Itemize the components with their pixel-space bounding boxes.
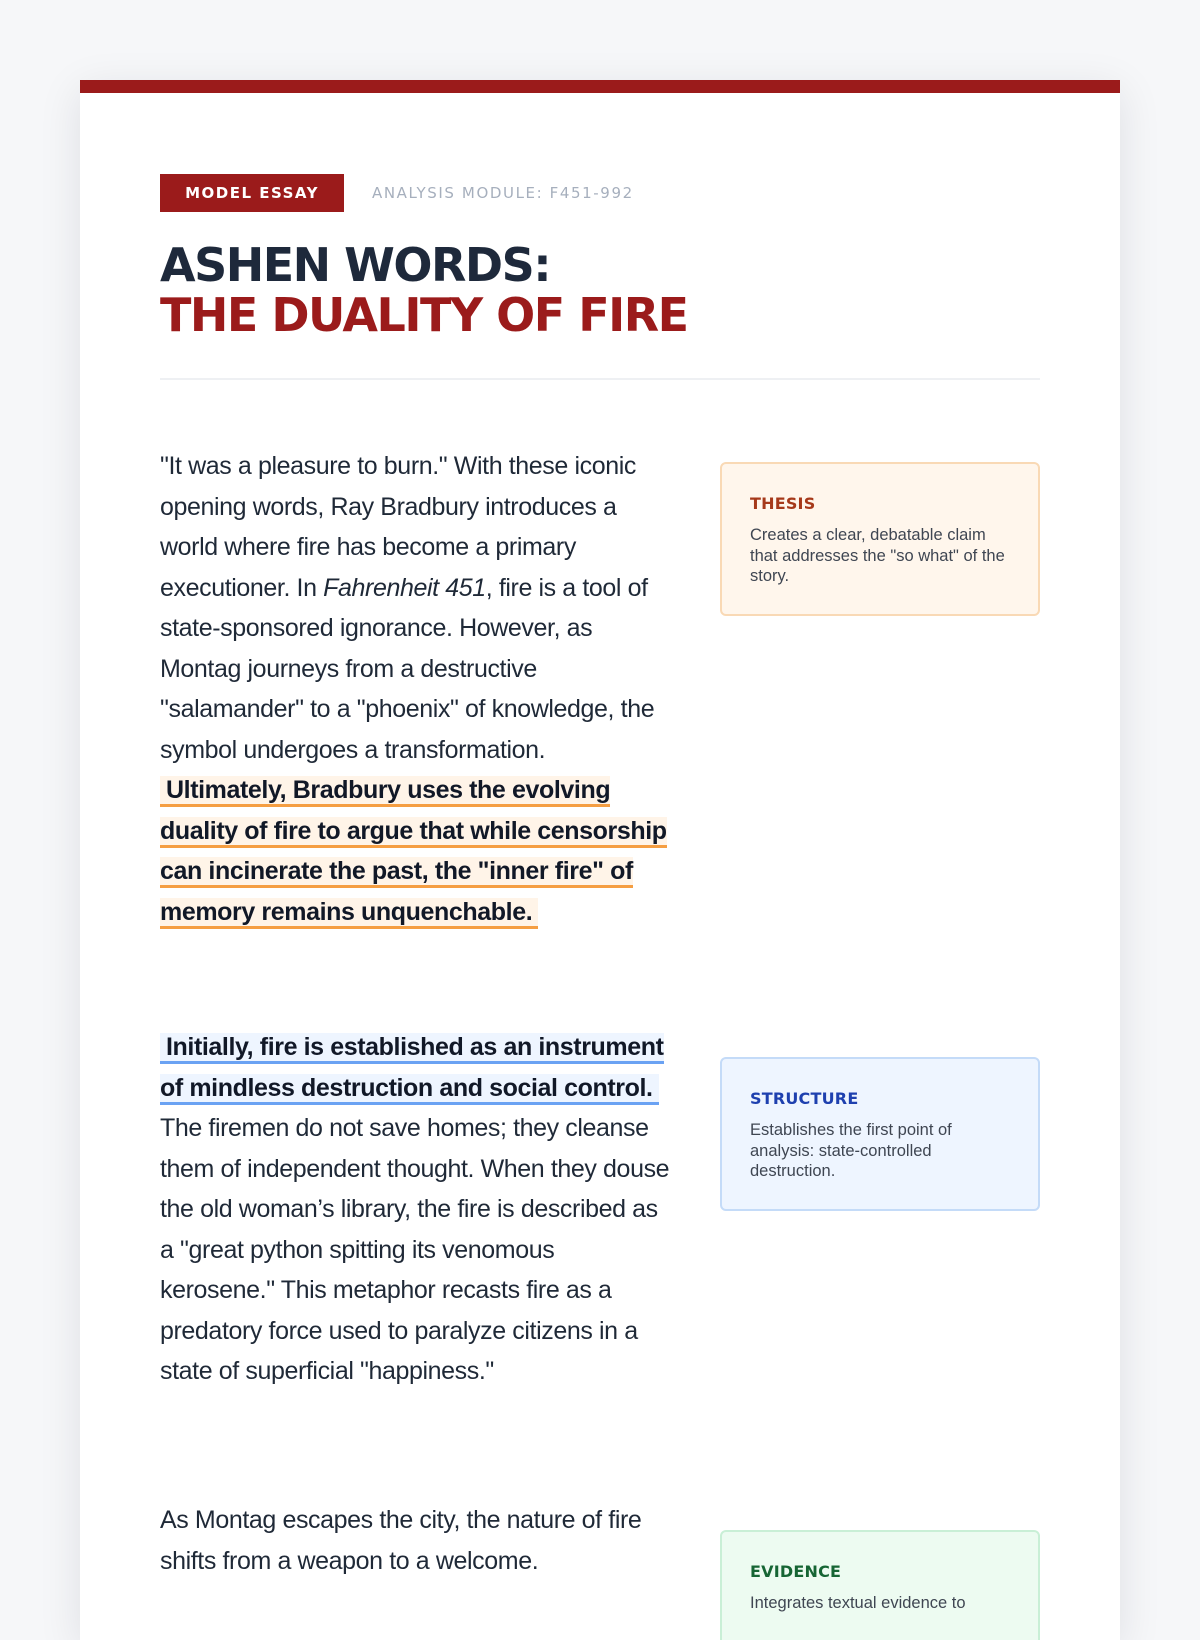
analysis-module-label: ANALYSIS MODULE: F451-992 [372, 184, 634, 202]
structure-annotation-card [720, 1057, 1040, 1211]
evidence-annotation-card [720, 1530, 1040, 1640]
essay-title [160, 240, 688, 340]
structure-annotation-title: STRUCTURE [750, 1089, 859, 1108]
evidence-annotation-title: EVIDENCE [750, 1562, 842, 1581]
thesis-annotation-title: THESIS [750, 494, 816, 513]
accent-top-bar [80, 80, 1120, 93]
evidence-annotation-body: Integrates textual evidence to [750, 1594, 966, 1612]
book-title-italic: Fahrenheit 451 [323, 573, 486, 602]
model-essay-badge: MODEL ESSAY [160, 174, 344, 212]
title-divider [160, 378, 1040, 380]
essay-title-line-2: THE DUALITY OF FIRE [160, 288, 688, 342]
thesis-highlight[interactable]: Ultimately, Bradbury uses the evolving duality of fire to argue that while censorship can incinerate the past, the "inner fire" of memory remains unquenchable. [160, 776, 667, 929]
paragraph-text: As Montag escapes the city, the nature of fire shifts from a weapon to a welcome. [160, 1506, 642, 1575]
paragraph-body-2 [160, 1500, 670, 1581]
paragraph-body-1 [160, 1027, 670, 1392]
essay-title-line-1: ASHEN WORDS: [160, 238, 551, 292]
essay-card [80, 80, 1120, 1640]
header-row [160, 174, 634, 212]
structure-annotation-body: Establishes the first point of analysis: state-controlled destruction. [750, 1121, 952, 1180]
thesis-annotation-card [720, 462, 1040, 616]
paragraph-text: "It was a pleasure to burn." With these iconic opening words, Ray Bradbury introduces a world where fire has become a primary executioner. In [160, 452, 636, 602]
paragraph-introduction [160, 446, 670, 932]
paragraph-text: The firemen do not save homes; they cleanse them of independent thought. When they douse the old woman’s library, the fire is described as a "great python spitting its venomous kerosene." This metaphor recasts fire as a predatory force used to paralyze citizens in a state of superficial "happiness." [160, 1114, 670, 1385]
thesis-annotation-body: Creates a clear, debatable claim that addresses the "so what" of the story. [750, 526, 1005, 585]
paragraph-text: , fire is a tool of state-sponsored ignorance. However, as Montag journeys from a destructive "salamander" to a "phoenix" of knowledge, the symbol undergoes a transformation. [160, 573, 655, 764]
structure-highlight[interactable]: Initially, fire is established as an instrument of mindless destruction and social control. [160, 1033, 664, 1105]
